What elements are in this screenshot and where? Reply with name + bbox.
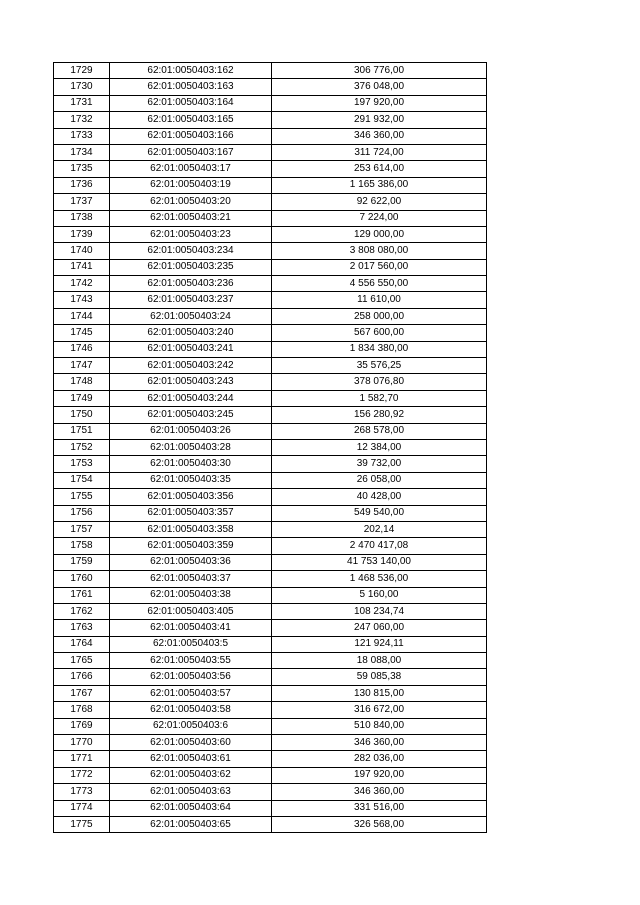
value-cell: 258 000,00 [272, 308, 487, 324]
table-body [54, 63, 487, 833]
value-cell: 1 468 536,00 [272, 571, 487, 587]
cadastral-number-cell: 62:01:0050403:57 [110, 685, 272, 701]
row-index-cell: 1750 [54, 407, 110, 423]
value-cell: 253 614,00 [272, 161, 487, 177]
table-row [54, 112, 487, 128]
value-cell: 2 017 560,00 [272, 259, 487, 275]
cadastral-number-cell: 62:01:0050403:41 [110, 620, 272, 636]
table-row [54, 128, 487, 144]
row-index-cell: 1765 [54, 653, 110, 669]
table-row [54, 194, 487, 210]
table-row [54, 751, 487, 767]
row-index-cell: 1752 [54, 439, 110, 455]
cadastral-number-cell: 62:01:0050403:37 [110, 571, 272, 587]
table-row [54, 341, 487, 357]
value-cell: 12 384,00 [272, 439, 487, 455]
cadastral-number-cell: 62:01:0050403:38 [110, 587, 272, 603]
cadastral-number-cell: 62:01:0050403:65 [110, 816, 272, 832]
value-cell: 156 280,92 [272, 407, 487, 423]
row-index-cell: 1748 [54, 374, 110, 390]
value-cell: 11 610,00 [272, 292, 487, 308]
row-index-cell: 1732 [54, 112, 110, 128]
cadastral-number-cell: 62:01:0050403:237 [110, 292, 272, 308]
row-index-cell: 1760 [54, 571, 110, 587]
value-cell: 282 036,00 [272, 751, 487, 767]
cadastral-number-cell: 62:01:0050403:63 [110, 784, 272, 800]
value-cell: 326 568,00 [272, 816, 487, 832]
table-row [54, 308, 487, 324]
row-index-cell: 1753 [54, 456, 110, 472]
value-cell: 1 165 386,00 [272, 177, 487, 193]
data-table [53, 62, 487, 833]
row-index-cell: 1767 [54, 685, 110, 701]
row-index-cell: 1729 [54, 63, 110, 79]
cadastral-number-cell: 62:01:0050403:58 [110, 702, 272, 718]
row-index-cell: 1769 [54, 718, 110, 734]
cadastral-number-cell: 62:01:0050403:163 [110, 79, 272, 95]
cadastral-number-cell: 62:01:0050403:358 [110, 521, 272, 537]
table-row [54, 390, 487, 406]
table-row [54, 161, 487, 177]
cadastral-number-cell: 62:01:0050403:405 [110, 603, 272, 619]
row-index-cell: 1749 [54, 390, 110, 406]
value-cell: 35 576,25 [272, 358, 487, 374]
value-cell: 346 360,00 [272, 735, 487, 751]
cadastral-number-cell: 62:01:0050403:17 [110, 161, 272, 177]
cadastral-number-cell: 62:01:0050403:357 [110, 505, 272, 521]
table-row [54, 538, 487, 554]
cadastral-number-cell: 62:01:0050403:243 [110, 374, 272, 390]
row-index-cell: 1764 [54, 636, 110, 652]
table-row [54, 702, 487, 718]
value-cell: 1 834 380,00 [272, 341, 487, 357]
row-index-cell: 1735 [54, 161, 110, 177]
value-cell: 92 622,00 [272, 194, 487, 210]
value-cell: 197 920,00 [272, 767, 487, 783]
cadastral-number-cell: 62:01:0050403:19 [110, 177, 272, 193]
row-index-cell: 1747 [54, 358, 110, 374]
cadastral-number-cell: 62:01:0050403:55 [110, 653, 272, 669]
cadastral-number-cell: 62:01:0050403:234 [110, 243, 272, 259]
table-row [54, 456, 487, 472]
table-row [54, 554, 487, 570]
row-index-cell: 1731 [54, 95, 110, 111]
value-cell: 268 578,00 [272, 423, 487, 439]
value-cell: 510 840,00 [272, 718, 487, 734]
value-cell: 247 060,00 [272, 620, 487, 636]
value-cell: 130 815,00 [272, 685, 487, 701]
table-row [54, 63, 487, 79]
table-row [54, 669, 487, 685]
value-cell: 549 540,00 [272, 505, 487, 521]
table-row [54, 144, 487, 160]
table-row [54, 784, 487, 800]
row-index-cell: 1754 [54, 472, 110, 488]
cadastral-number-cell: 62:01:0050403:21 [110, 210, 272, 226]
value-cell: 567 600,00 [272, 325, 487, 341]
table-row [54, 439, 487, 455]
cadastral-number-cell: 62:01:0050403:166 [110, 128, 272, 144]
row-index-cell: 1730 [54, 79, 110, 95]
value-cell: 59 085,38 [272, 669, 487, 685]
table-row [54, 226, 487, 242]
row-index-cell: 1745 [54, 325, 110, 341]
value-cell: 346 360,00 [272, 784, 487, 800]
table-row [54, 489, 487, 505]
table-row [54, 423, 487, 439]
cadastral-number-cell: 62:01:0050403:60 [110, 735, 272, 751]
cadastral-number-cell: 62:01:0050403:236 [110, 276, 272, 292]
cadastral-number-cell: 62:01:0050403:30 [110, 456, 272, 472]
row-index-cell: 1746 [54, 341, 110, 357]
row-index-cell: 1762 [54, 603, 110, 619]
row-index-cell: 1768 [54, 702, 110, 718]
cadastral-number-cell: 62:01:0050403:62 [110, 767, 272, 783]
table-row [54, 620, 487, 636]
value-cell: 1 582,70 [272, 390, 487, 406]
table-row [54, 603, 487, 619]
row-index-cell: 1740 [54, 243, 110, 259]
table-row [54, 243, 487, 259]
value-cell: 3 808 080,00 [272, 243, 487, 259]
table-row [54, 800, 487, 816]
value-cell: 306 776,00 [272, 63, 487, 79]
cadastral-number-cell: 62:01:0050403:167 [110, 144, 272, 160]
cadastral-number-cell: 62:01:0050403:356 [110, 489, 272, 505]
cadastral-number-cell: 62:01:0050403:240 [110, 325, 272, 341]
value-cell: 39 732,00 [272, 456, 487, 472]
cadastral-number-cell: 62:01:0050403:23 [110, 226, 272, 242]
table-row [54, 636, 487, 652]
table-row [54, 374, 487, 390]
row-index-cell: 1743 [54, 292, 110, 308]
row-index-cell: 1761 [54, 587, 110, 603]
row-index-cell: 1744 [54, 308, 110, 324]
cadastral-number-cell: 62:01:0050403:61 [110, 751, 272, 767]
value-cell: 41 753 140,00 [272, 554, 487, 570]
value-cell: 2 470 417,08 [272, 538, 487, 554]
table-row [54, 767, 487, 783]
cadastral-number-cell: 62:01:0050403:165 [110, 112, 272, 128]
value-cell: 7 224,00 [272, 210, 487, 226]
table-row [54, 177, 487, 193]
cadastral-number-cell: 62:01:0050403:242 [110, 358, 272, 374]
row-index-cell: 1738 [54, 210, 110, 226]
value-cell: 346 360,00 [272, 128, 487, 144]
row-index-cell: 1766 [54, 669, 110, 685]
table-row [54, 505, 487, 521]
cadastral-number-cell: 62:01:0050403:244 [110, 390, 272, 406]
value-cell: 331 516,00 [272, 800, 487, 816]
table-row [54, 292, 487, 308]
cadastral-number-cell: 62:01:0050403:24 [110, 308, 272, 324]
row-index-cell: 1772 [54, 767, 110, 783]
table-row [54, 325, 487, 341]
cadastral-number-cell: 62:01:0050403:359 [110, 538, 272, 554]
row-index-cell: 1770 [54, 735, 110, 751]
table-row [54, 816, 487, 832]
row-index-cell: 1756 [54, 505, 110, 521]
table-row [54, 587, 487, 603]
value-cell: 316 672,00 [272, 702, 487, 718]
table-row [54, 95, 487, 111]
value-cell: 4 556 550,00 [272, 276, 487, 292]
value-cell: 197 920,00 [272, 95, 487, 111]
cadastral-number-cell: 62:01:0050403:164 [110, 95, 272, 111]
row-index-cell: 1759 [54, 554, 110, 570]
table-row [54, 653, 487, 669]
table-row [54, 276, 487, 292]
table-row [54, 472, 487, 488]
table-row [54, 358, 487, 374]
value-cell: 18 088,00 [272, 653, 487, 669]
value-cell: 108 234,74 [272, 603, 487, 619]
table-row [54, 210, 487, 226]
cadastral-number-cell: 62:01:0050403:6 [110, 718, 272, 734]
row-index-cell: 1773 [54, 784, 110, 800]
cadastral-number-cell: 62:01:0050403:20 [110, 194, 272, 210]
row-index-cell: 1736 [54, 177, 110, 193]
cadastral-number-cell: 62:01:0050403:235 [110, 259, 272, 275]
cadastral-number-cell: 62:01:0050403:241 [110, 341, 272, 357]
row-index-cell: 1763 [54, 620, 110, 636]
cadastral-number-cell: 62:01:0050403:36 [110, 554, 272, 570]
value-cell: 202,14 [272, 521, 487, 537]
value-cell: 40 428,00 [272, 489, 487, 505]
row-index-cell: 1771 [54, 751, 110, 767]
table-row [54, 521, 487, 537]
cadastral-number-cell: 62:01:0050403:28 [110, 439, 272, 455]
value-cell: 376 048,00 [272, 79, 487, 95]
table-row [54, 735, 487, 751]
cadastral-number-cell: 62:01:0050403:56 [110, 669, 272, 685]
value-cell: 291 932,00 [272, 112, 487, 128]
table-row [54, 718, 487, 734]
row-index-cell: 1737 [54, 194, 110, 210]
value-cell: 129 000,00 [272, 226, 487, 242]
cadastral-number-cell: 62:01:0050403:162 [110, 63, 272, 79]
row-index-cell: 1741 [54, 259, 110, 275]
cadastral-number-cell: 62:01:0050403:5 [110, 636, 272, 652]
row-index-cell: 1775 [54, 816, 110, 832]
value-cell: 121 924,11 [272, 636, 487, 652]
row-index-cell: 1739 [54, 226, 110, 242]
value-cell: 311 724,00 [272, 144, 487, 160]
cadastral-number-cell: 62:01:0050403:26 [110, 423, 272, 439]
row-index-cell: 1774 [54, 800, 110, 816]
row-index-cell: 1734 [54, 144, 110, 160]
table-row [54, 685, 487, 701]
cadastral-number-cell: 62:01:0050403:35 [110, 472, 272, 488]
table-row [54, 79, 487, 95]
cadastral-number-cell: 62:01:0050403:245 [110, 407, 272, 423]
row-index-cell: 1755 [54, 489, 110, 505]
row-index-cell: 1733 [54, 128, 110, 144]
row-index-cell: 1757 [54, 521, 110, 537]
table-row [54, 407, 487, 423]
cadastral-number-cell: 62:01:0050403:64 [110, 800, 272, 816]
value-cell: 378 076,80 [272, 374, 487, 390]
value-cell: 5 160,00 [272, 587, 487, 603]
row-index-cell: 1758 [54, 538, 110, 554]
value-cell: 26 058,00 [272, 472, 487, 488]
row-index-cell: 1751 [54, 423, 110, 439]
table-row [54, 259, 487, 275]
row-index-cell: 1742 [54, 276, 110, 292]
table-row [54, 571, 487, 587]
